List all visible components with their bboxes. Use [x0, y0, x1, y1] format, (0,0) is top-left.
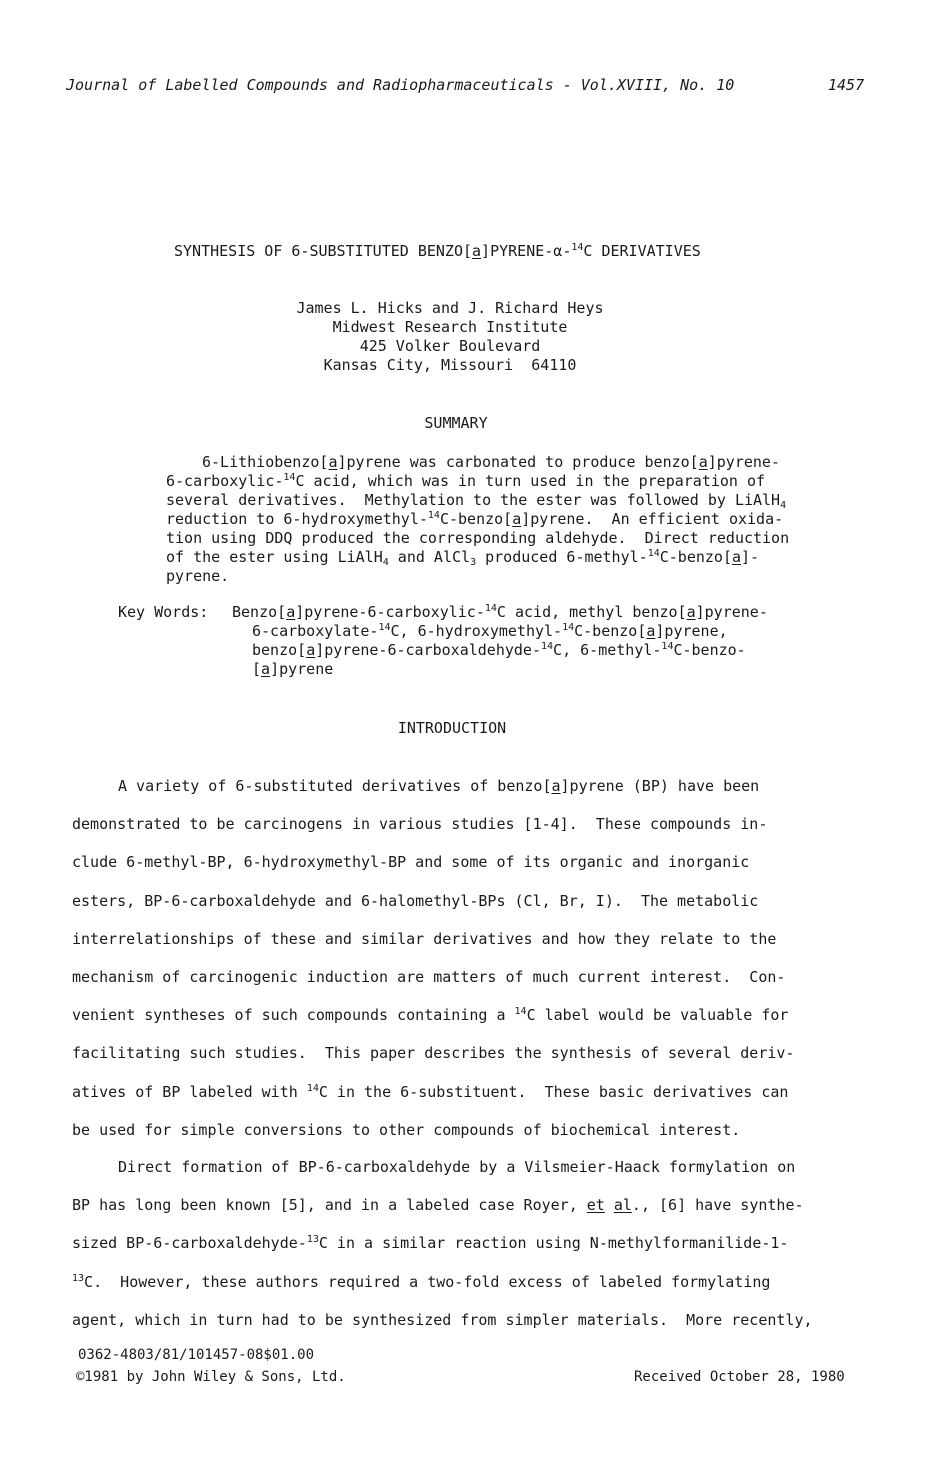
text-line: 6-Lithiobenzo[a]pyrene was carbonated to produce benzo[a]pyrene-: [202, 453, 780, 471]
keywords-label: Key Words:: [118, 603, 209, 621]
introduction-heading: INTRODUCTION: [397, 719, 507, 737]
footer-copyright: ©1981 by John Wiley & Sons, Ltd.: [76, 1369, 346, 1385]
text-line: clude 6-methyl-BP, 6-hydroxymethyl-BP and some of its organic and inorganic: [72, 853, 750, 872]
text-line: BP has long been known [5], and in a labeled case Royer, et al., [6] have synthe-: [72, 1196, 804, 1215]
text-line: $^{13}$C. However, these authors required a two-fold excess of labeled formylating: [72, 1272, 771, 1291]
summary-heading: SUMMARY: [424, 414, 488, 432]
text-line: demonstrated to be carcinogens in various studies [1-4]. These compounds in-: [72, 815, 768, 834]
text-line: 6-carboxylate-$^{14}$C, 6-hydroxymethyl-$^{14}$C-benzo[a]pyrene,: [252, 622, 728, 640]
text-line: tion using DDQ produced the corresponding aldehyde. Direct reduction: [166, 529, 790, 547]
text-line: [a]pyrene: [252, 660, 334, 678]
author-names: James L. Hicks and J. Richard Heys: [296, 299, 604, 317]
text-line: Direct formation of BP-6-carboxaldehyde by a Vilsmeier-Haack formylation on: [118, 1158, 796, 1176]
author-street: 425 Volker Boulevard: [359, 337, 541, 355]
text-line: benzo[a]pyrene-6-carboxaldehyde-$^{14}$C, 6-methyl-$^{14}$C-benzo-: [252, 641, 746, 659]
text-line: esters, BP-6-carboxaldehyde and 6-halomethyl-BPs (Cl, Br, I). The metabolic: [72, 891, 759, 910]
author-institution: Midwest Research Institute: [332, 318, 568, 336]
text-line: several derivatives. Methylation to the ester was followed by LiAlH$_4$: [166, 491, 787, 511]
text-line: reduction to 6-hydroxymethyl-$^{14}$C-benzo[a]pyrene. An efficient oxida-: [166, 510, 784, 528]
page-number: 1457: [828, 76, 865, 94]
text-line: A variety of 6-substituted derivatives of benzo[a]pyrene (BP) have been: [118, 777, 760, 795]
text-line: atives of BP labeled with $^{14}$C in the 6-substituent. These basic derivatives can: [72, 1082, 789, 1101]
running-header-journal: Journal of Labelled Compounds and Radiopharmaceuticals - Vol.XVIII, No. 10: [66, 76, 735, 94]
text-line: be used for simple conversions to other compounds of biochemical interest.: [72, 1120, 741, 1139]
footer-code: 0362-4803/81/101457-08$01.00: [78, 1347, 315, 1363]
text-line: mechanism of carcinogenic induction are matters of much current interest. Con-: [72, 968, 786, 986]
text-line: interrelationships of these and similar derivatives and how they relate to the: [72, 929, 777, 948]
author-city: Kansas City, Missouri 64110: [323, 356, 577, 374]
article-title: SYNTHESIS OF 6-SUBSTITUTED BENZO[a]PYRENE-α-$^{14}$C DERIVATIVES: [174, 242, 701, 260]
text-line: of the ester using LiAlH$_4$ and AlCl$_3$ produced 6-methyl-$^{14}$C-benzo[a]-: [166, 548, 760, 568]
text-line: facilitating such studies. This paper describes the synthesis of several deriv-: [72, 1044, 795, 1063]
text-line: venient syntheses of such compounds containing a $^{14}$C label would be valuable for: [72, 1006, 789, 1025]
footer-received: Received October 28, 1980: [634, 1369, 845, 1385]
text-line: agent, which in turn had to be synthesized from simpler materials. More recently,: [72, 1310, 813, 1329]
text-line: pyrene.: [166, 567, 230, 585]
text-line: sized BP-6-carboxaldehyde-$^{13}$C in a similar reaction using N-methylformanilide-1-: [72, 1234, 789, 1253]
text-line: Benzo[a]pyrene-6-carboxylic-$^{14}$C acid, methyl benzo[a]pyrene-: [232, 603, 768, 621]
text-line: 6-carboxylic-$^{14}$C acid, which was in turn used in the preparation of: [166, 472, 766, 490]
